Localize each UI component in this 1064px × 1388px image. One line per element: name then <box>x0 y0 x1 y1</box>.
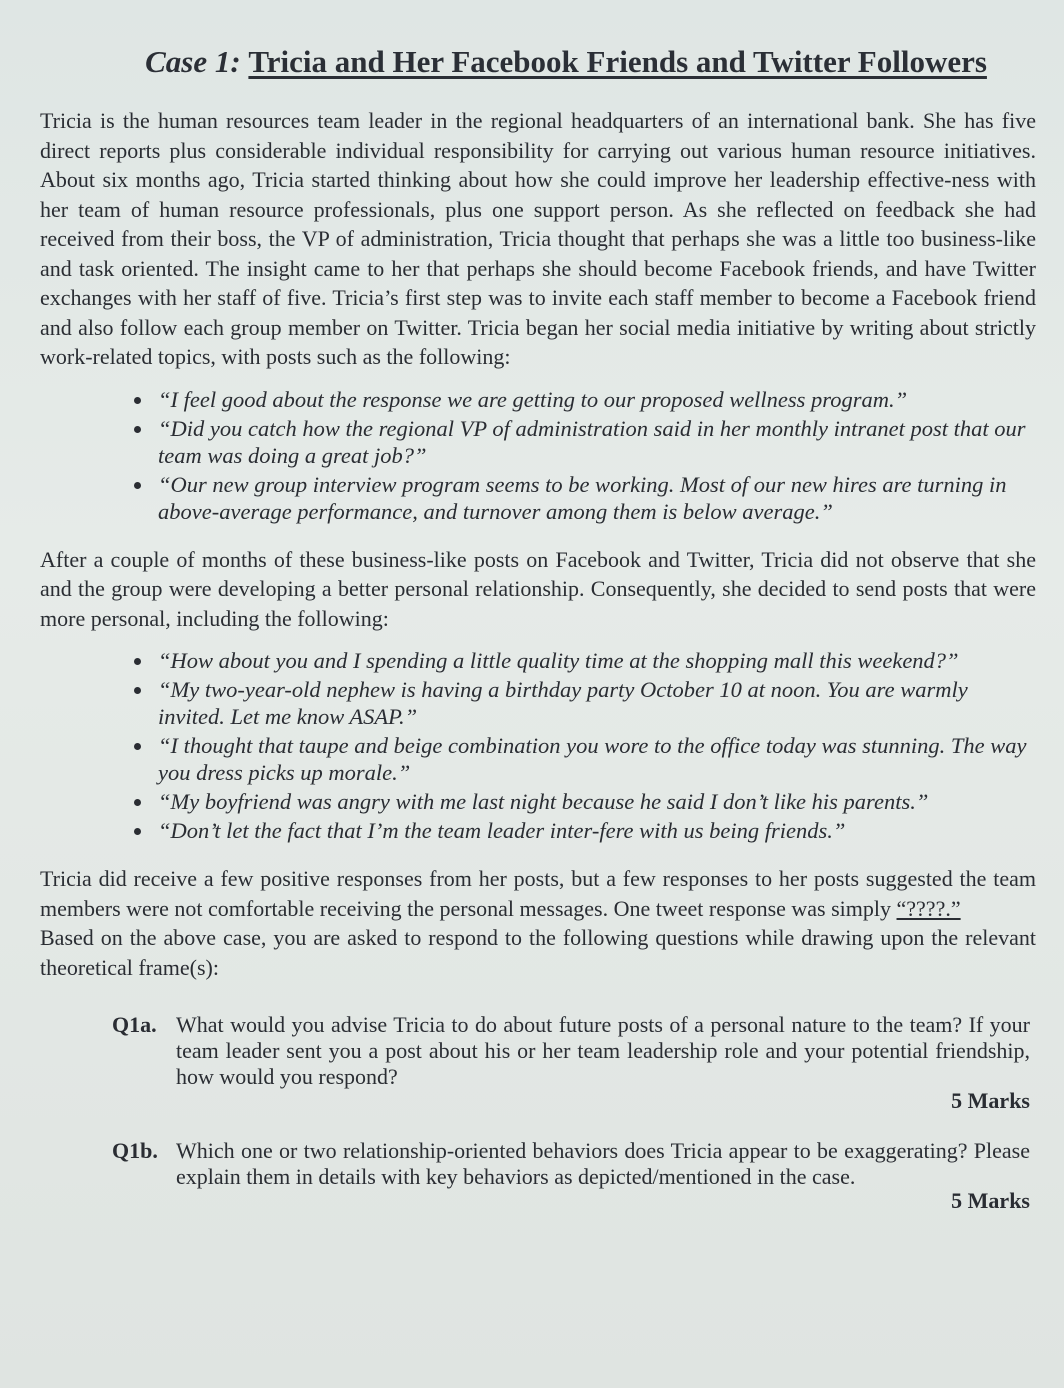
question-label: Q1b. <box>112 1138 158 1163</box>
question-marks: 5 Marks <box>951 1188 1030 1213</box>
question-q1b <box>36 1138 1036 1214</box>
personal-post: • “How about you and I spending a little quality time at the shopping mall this weekend?” <box>154 647 1036 674</box>
intro-paragraph: Tricia is the human resources team leader in the regional headquarters of an international bank. She has five direct reports plus considerable individual responsibility for carrying out various human resource initiatives. About six months ago, Tricia started thinking about how she could improve her leadership effective-ness with her team of human resource professionals, plus one support person. As she reflected on feedback she had received from their boss, the VP of administration, Tricia thought that perhaps she was a little too business-like and task oriented. The insight came to her that perhaps she should become Facebook friends, and have Twitter exchanges with her staff of five. Tricia’s first step was to invite each staff member to become a Facebook friend and also follow each group member on Twitter. Tricia began her social media initiative by writing about strictly work-related topics, with posts such as the following: <box>40 108 1036 369</box>
personal-post: • “I thought that taupe and beige combination you wore to the office today was stunning. The way you dress picks up morale.” <box>154 732 1036 786</box>
work-post: • “I feel good about the response we are getting to our proposed wellness program.” <box>154 386 1036 413</box>
personal-post: • “My two-year-old nephew is having a birthday party October 10 at noon. You are warmly invited. Let me know ASAP.” <box>154 676 1036 730</box>
question-marks: 5 Marks <box>951 1088 1030 1113</box>
response-tweet: “????.” <box>896 895 961 921</box>
personal-posts-list <box>36 647 1036 844</box>
question-text: Which one or two relationship-oriented behaviors does Tricia appear to be exaggerating? Please explain them in details with key behaviors as depicted/mentioned in the case. <box>176 1138 1030 1189</box>
case-title <box>96 44 1036 80</box>
question-label: Q1a. <box>112 1012 157 1037</box>
personal-post: • “My boyfriend was angry with me last night because he said I don’t like his parents.” <box>154 788 1036 815</box>
case-label: Case 1: <box>145 44 241 79</box>
work-posts-list <box>36 386 1036 525</box>
personal-post: • “Don’t let the fact that I’m the team leader inter-fere with us being friends.” <box>154 817 1036 844</box>
case-heading: Tricia and Her Facebook Friends and Twitter Followers <box>248 44 987 79</box>
work-post: • “Did you catch how the regional VP of administration said in her monthly intranet post that our team was doing a great job?” <box>154 415 1036 469</box>
question-text: What would you advise Tricia to do about future posts of a personal nature to the team? If your team leader sent you a post about his or her team leadership role and your potential friendship, how would you respond? <box>176 1012 1030 1089</box>
questions-intro: Based on the above case, you are asked to respond to the following questions while drawing upon the relevant theoretical frame(s): <box>40 925 1036 980</box>
question-q1a <box>36 1012 1036 1114</box>
work-post: • “Our new group interview program seems to be working. Most of our new hires are turning in above-average performance, and turnover among them is below average.” <box>154 471 1036 525</box>
response-paragraph-text: Tricia did receive a few positive responses from her posts, but a few responses to her posts suggested the team members were not comfortable receiving the personal messages. One tweet response was simply <box>40 866 1036 921</box>
response-paragraph <box>40 864 1036 923</box>
middle-paragraph: After a couple of months of these business-like posts on Facebook and Twitter, Tricia did not observe that she and the group were developing a better personal relationship. Consequently, she decided to send posts that were more personal, including the following: <box>40 546 1036 631</box>
